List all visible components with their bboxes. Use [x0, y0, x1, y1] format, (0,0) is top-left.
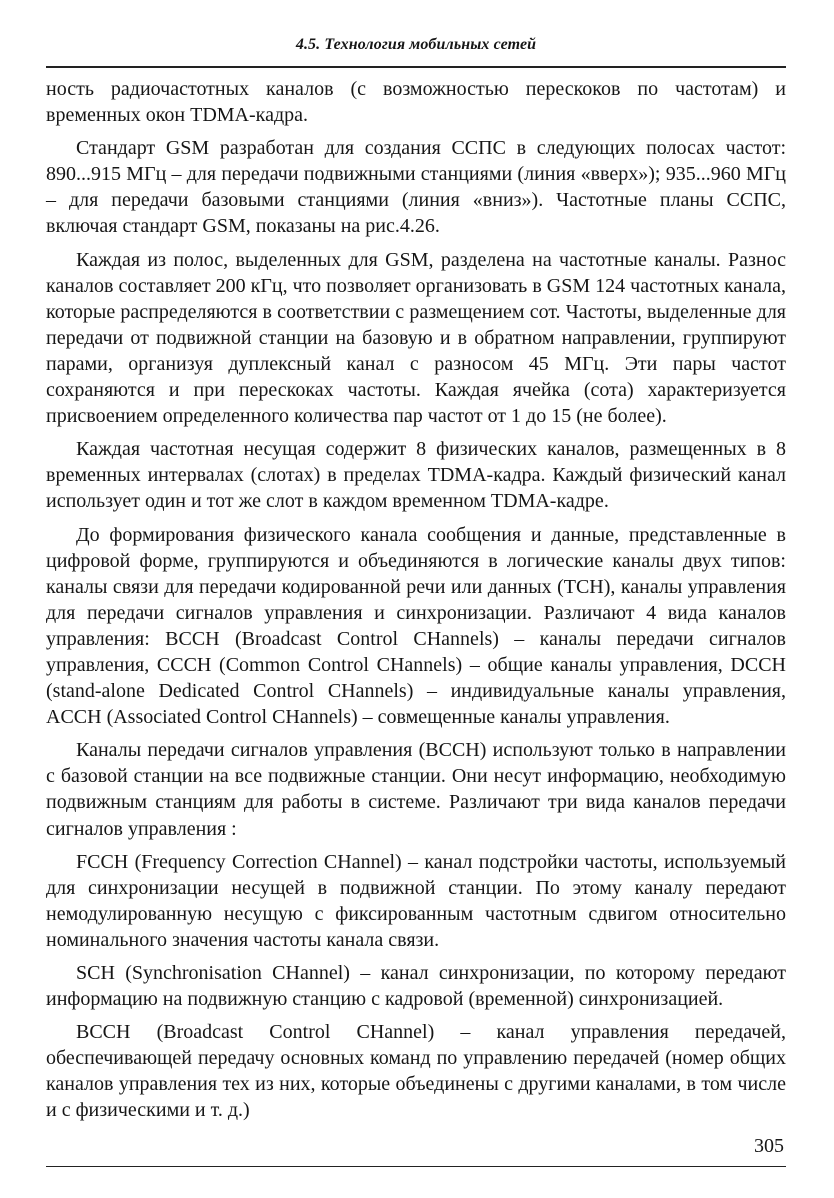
paragraph-fcch: FCCH (Frequency Correction CHannel) – канал подстройки частоты, используемый для синхронизации несущей в подвижной станции. По этому каналу передают немодулированную несущую с фиксированным частотным сдвигом относительно номинального значения частоты канала связи.	[46, 850, 786, 951]
book-page	[46, 0, 786, 1198]
header-rule	[46, 66, 786, 68]
paragraph-frequency-channels: Каждая из полос, выделенных для GSM, разделена на частотные каналы. Разнос каналов составляет 200 кГц, что позволяет организовать в GSM 124 частотных канала, которые распределяются в соответствии с размещением сот. Частоты, выделенные для передачи от подвижной станции на базовую и в обратном направлении, группируют парами, организуя дуплексный канал с разносом 45 МГц. Эти пары частот сохраняются и при перескоках частоты. Каждая ячейка (сота) характеризуется присвоением определенного количества пар частот от 1 до 15 (не более).	[46, 248, 786, 428]
paragraph-bcch: BCCH (Broadcast Control CHannel) – канал управления передачей, обеспечивающей передачу основных команд по управлению передачей (номер общих каналов управления тех из них, которые объединены с другими каналами, в том числе и с физическими и т. д.)	[46, 1021, 786, 1122]
footer-rule	[46, 1166, 786, 1167]
page-number: 305	[754, 1135, 784, 1157]
body-text	[46, 76, 786, 1131]
paragraph-logical-channels: До формирования физического канала сообщения и данные, представленные в цифровой форме, группируются и объединяются в логические каналы двух типов: каналы связи для передачи кодированной речи или данных (TCH), каналы управления для передачи сигналов управления и синхронизации. Различают 4 вида каналов управления: BCCH (Broadcast Control CHannels) – каналы передачи сигналов управления, CCCH (Common Control CHannels) – общие каналы управления, DCCH (stand-alone Dedicated Control CHannels) – индивидуальные каналы управления, ACCH (Associated Control CHannels) – совмещенные каналы управления.	[46, 523, 786, 729]
paragraph-continuation: ность радиочастотных каналов (с возможностью перескоков по частотам) и временных окон TDMA-кадра.	[46, 78, 786, 127]
paragraph-sch: SCH (Synchronisation CHannel) – канал синхронизации, по которому передают информацию на подвижную станцию с кадровой (временной) синхронизацией.	[46, 962, 786, 1011]
paragraph-bcch-overview: Каналы передачи сигналов управления (BCCH) используют только в направлении с базовой станции на все подвижные станции. Они несут информацию, необходимую подвижным станциям для работы в системе. Различают три вида каналов передачи сигналов управления :	[46, 739, 786, 840]
running-header: 4.5. Технология мобильных сетей	[295, 36, 537, 53]
paragraph-gsm-bands: Стандарт GSM разработан для создания ССПС в следующих полосах частот: 890...915 МГц – для передачи подвижными станциями (линия «вверх»); 935...960 МГц – для передачи базовыми станциями (линия «вниз»). Частотные планы ССПС, включая стандарт GSM, показаны на рис.4.26.	[46, 137, 786, 238]
paragraph-physical-channels: Каждая частотная несущая содержит 8 физических каналов, размещенных в 8 временных интервалах (слотах) в пределах TDMA-кадра. Каждый физический канал использует один и тот же слот в каждом временном TDMA-кадре.	[46, 438, 786, 513]
